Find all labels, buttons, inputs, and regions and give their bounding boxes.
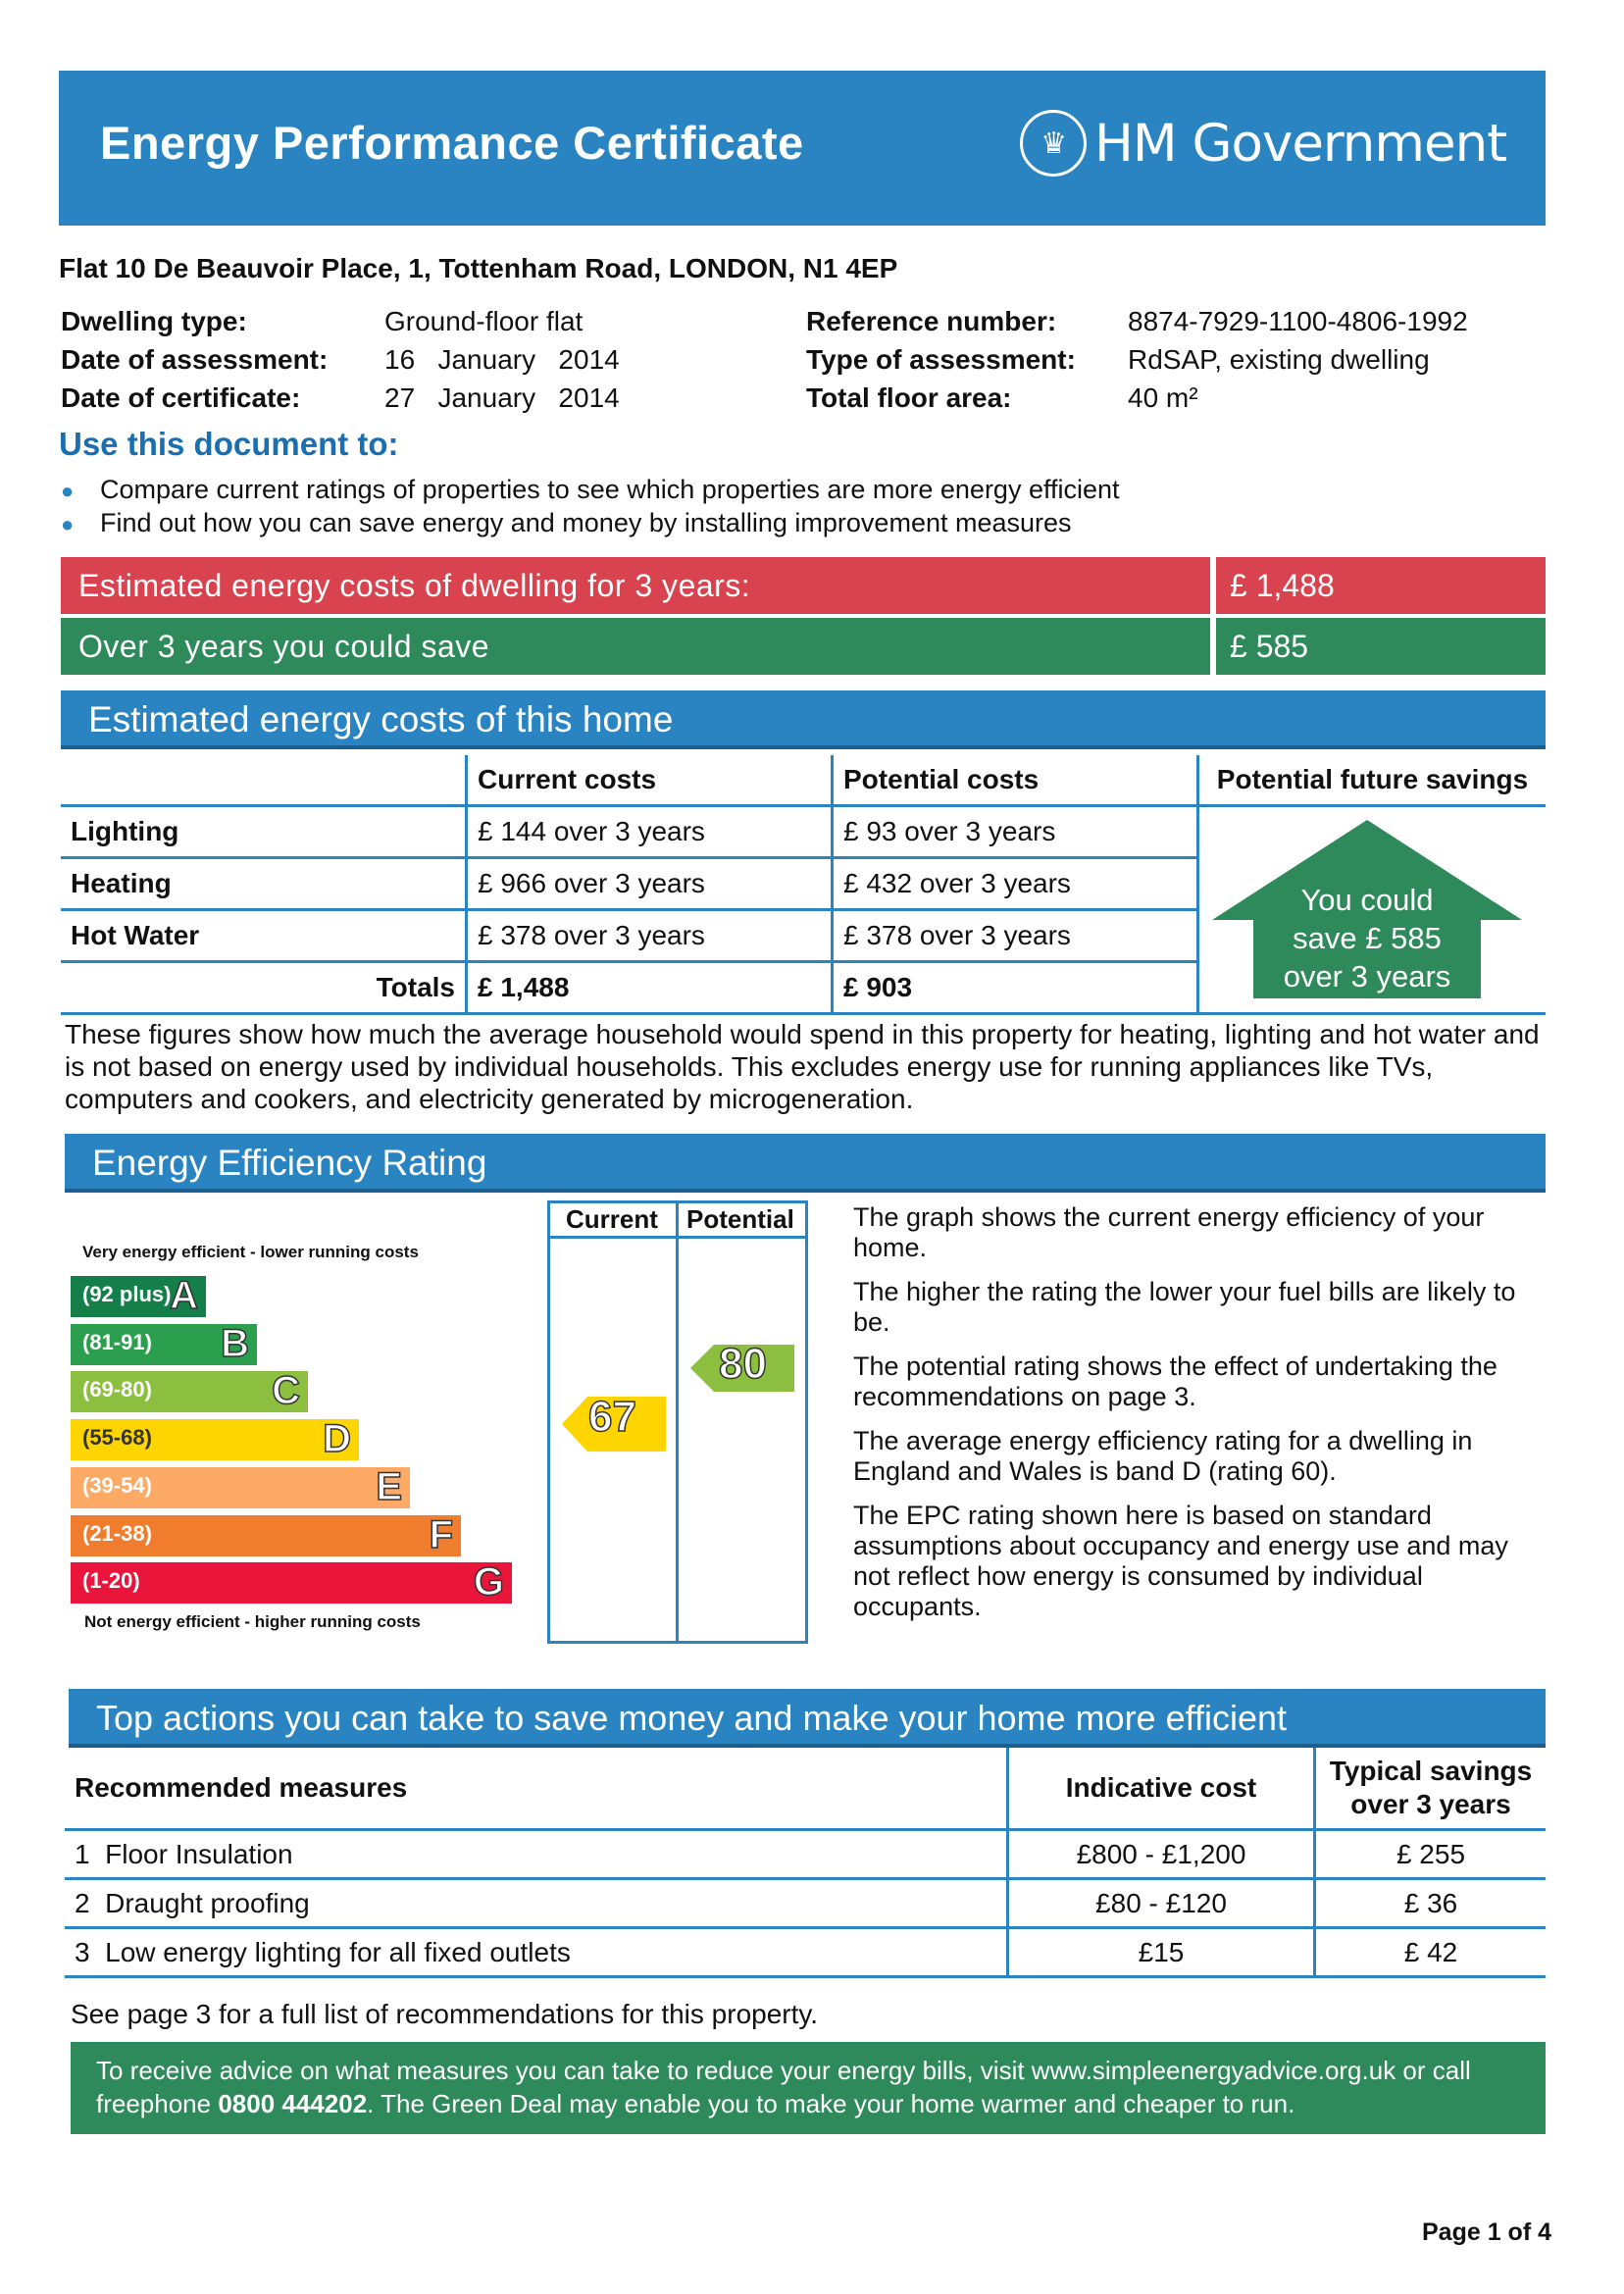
saving-cell: £ 36	[1315, 1879, 1547, 1928]
cost-cell: £80 - £120	[1008, 1879, 1315, 1928]
list-item: ● Compare current ratings of properties to see which properties are more energy efficient	[61, 475, 1120, 504]
band-range: (92 plus)	[82, 1282, 172, 1306]
current-cost-cell: £ 966 over 3 years	[467, 858, 833, 910]
band-range: (69-80)	[82, 1377, 152, 1402]
rating-band-a	[71, 1276, 206, 1317]
row-label: Lighting	[61, 806, 467, 858]
table-row	[65, 1830, 1546, 1879]
current-column-header: Current	[566, 1204, 658, 1234]
row-label: Hot Water	[61, 910, 467, 962]
rating-band-f	[71, 1512, 461, 1556]
band-letter: F	[429, 1512, 453, 1556]
actions-table	[65, 1748, 1546, 1978]
potential-costs-header: Potential costs	[833, 755, 1198, 806]
scale-bottom-note: Not energy efficient - higher running costs	[84, 1612, 421, 1631]
saving-cell: £ 255	[1315, 1830, 1547, 1879]
rating-paragraph: The potential rating shows the effect of undertaking the recommendations on page 3.	[853, 1351, 1497, 1411]
recommendations-footnote: See page 3 for a full list of recommendations for this property.	[71, 1999, 819, 2029]
advice-box: To receive advice on what measures you can take to reduce your energy bills, visit www.simpleenergyadvice.org.uk or call freephone 0800 444202. The Green Deal may enable you to make your home warmer and cheaper to run.	[71, 2042, 1546, 2134]
costs-section-header: Estimated energy costs of this home	[61, 690, 1546, 749]
table-header-row	[65, 1748, 1546, 1830]
estimated-costs-value: £ 1,488	[1216, 557, 1546, 614]
potential-cost-cell: £ 432 over 3 years	[833, 858, 1198, 910]
reference-number-label: Reference number:	[806, 306, 1057, 336]
hm-government-logo	[1020, 110, 1506, 177]
rating-paragraph: The average energy efficiency rating for a dwelling in England and Wales is band D (rating 60).	[853, 1426, 1473, 1486]
totals-current: £ 1,488	[467, 962, 833, 1014]
freephone-number: 0800 444202	[218, 2089, 368, 2118]
band-range: (21-38)	[82, 1520, 152, 1546]
costs-note: These figures show how much the average household would spend in this property for heating, lighting and hot water and is not based on energy used by individual households. This excludes energy use for running appliances like TVs, computers and cookers, and electricity generated by microgeneration.	[65, 1019, 1540, 1114]
cost-header: Indicative cost	[1008, 1748, 1315, 1830]
saving-cell: £ 42	[1315, 1928, 1547, 1977]
band-range: (1-20)	[82, 1568, 140, 1594]
band-range: (39-54)	[82, 1472, 152, 1498]
assessment-type-label: Type of assessment:	[806, 344, 1076, 375]
brand-name: HM Government	[1094, 113, 1506, 174]
property-address: Flat 10 De Beauvoir Place, 1, Tottenham Road, LONDON, N1 4EP	[59, 253, 898, 283]
reference-number-value: 8874-7929-1100-4806-1992	[1128, 306, 1468, 336]
current-costs-header: Current costs	[467, 755, 833, 806]
potential-rating-value: 80	[719, 1340, 767, 1388]
savings-label: Over 3 years you could save	[61, 618, 1210, 675]
savings-arrow-text: You could save £ 585 over 3 years	[1283, 883, 1451, 994]
potential-cost-cell: £ 93 over 3 years	[833, 806, 1198, 858]
header-divider	[547, 1236, 808, 1239]
page-number: Page 1 of 4	[1422, 2218, 1551, 2246]
cost-cell: £15	[1008, 1928, 1315, 1977]
rating-paragraph: The EPC rating shown here is based on standard assumptions about occupancy and energy use and may not reflect how energy is consumed by individual occupants.	[853, 1501, 1508, 1621]
table-header-row	[61, 755, 1546, 806]
dwelling-type-value: Ground-floor flat	[384, 306, 584, 336]
savings-value: £ 585	[1216, 618, 1546, 675]
floor-area-value: 40 m²	[1128, 382, 1198, 413]
estimated-costs-bar	[61, 557, 1546, 614]
table-row	[65, 1879, 1546, 1928]
rating-column-divider	[676, 1200, 679, 1644]
savings-header: Typical savings over 3 years	[1315, 1748, 1547, 1830]
header-banner	[59, 71, 1546, 226]
band-letter: A	[170, 1274, 198, 1317]
assessment-type-value: RdSAP, existing dwelling	[1128, 344, 1430, 375]
bullet-icon: ●	[61, 479, 75, 503]
rating-band-b	[71, 1321, 257, 1365]
crest-icon: ♛	[1020, 110, 1087, 177]
date-certificate-label: Date of certificate:	[61, 382, 301, 413]
band-letter: G	[473, 1560, 504, 1605]
band-letter: D	[323, 1417, 351, 1461]
measure-cell: 1 Floor Insulation	[65, 1830, 1008, 1879]
totals-label: Totals	[61, 962, 467, 1014]
rating-band-e	[71, 1464, 410, 1508]
rating-band-d	[71, 1419, 359, 1460]
dwelling-type-label: Dwelling type:	[61, 306, 247, 336]
floor-area-label: Total floor area:	[806, 382, 1012, 413]
band-letter: C	[272, 1369, 300, 1413]
list-item: ● Find out how you can save energy and money by installing improvement measures	[61, 508, 1072, 537]
rating-explanation	[853, 1202, 1546, 1636]
band-letter: E	[376, 1464, 402, 1508]
rating-section-header: Energy Efficiency Rating	[65, 1134, 1546, 1193]
measure-cell: 2 Draught proofing	[65, 1879, 1008, 1928]
totals-potential: £ 903	[833, 962, 1198, 1014]
rating-paragraph: The higher the rating the lower your fuel bills are likely to be.	[853, 1277, 1516, 1337]
rating-paragraph: The graph shows the current energy efficiency of your home.	[853, 1202, 1485, 1262]
measures-header: Recommended measures	[65, 1748, 1008, 1830]
estimated-costs-label: Estimated energy costs of dwelling for 3 years:	[61, 557, 1210, 614]
date-assessment-label: Date of assessment:	[61, 344, 329, 375]
rating-band-g	[71, 1562, 512, 1604]
page-title: Energy Performance Certificate	[100, 117, 804, 169]
potential-column-header: Potential	[686, 1204, 794, 1234]
future-savings-header: Potential future savings	[1198, 755, 1547, 806]
current-cost-cell: £ 378 over 3 years	[467, 910, 833, 962]
cost-cell: £800 - £1,200	[1008, 1830, 1315, 1879]
date-certificate-value: 27 January 2014	[384, 382, 620, 413]
potential-cost-cell: £ 378 over 3 years	[833, 910, 1198, 962]
rating-band-c	[71, 1371, 308, 1412]
row-label: Heating	[61, 858, 467, 910]
current-rating-value: 67	[588, 1393, 636, 1441]
band-range: (81-91)	[82, 1329, 152, 1354]
current-cost-cell: £ 144 over 3 years	[467, 806, 833, 858]
bullet-icon: ●	[61, 512, 75, 536]
table-row	[65, 1928, 1546, 1977]
use-document-title: Use this document to:	[59, 426, 399, 462]
savings-bar	[61, 618, 1546, 675]
date-assessment-value: 16 January 2014	[384, 344, 620, 375]
actions-section-header: Top actions you can take to save money and make your home more efficient	[69, 1689, 1546, 1748]
band-letter: B	[221, 1321, 249, 1365]
scale-top-note: Very energy efficient - lower running costs	[82, 1243, 419, 1261]
measure-cell: 3 Low energy lighting for all fixed outlets	[65, 1928, 1008, 1977]
band-range: (55-68)	[82, 1425, 152, 1451]
